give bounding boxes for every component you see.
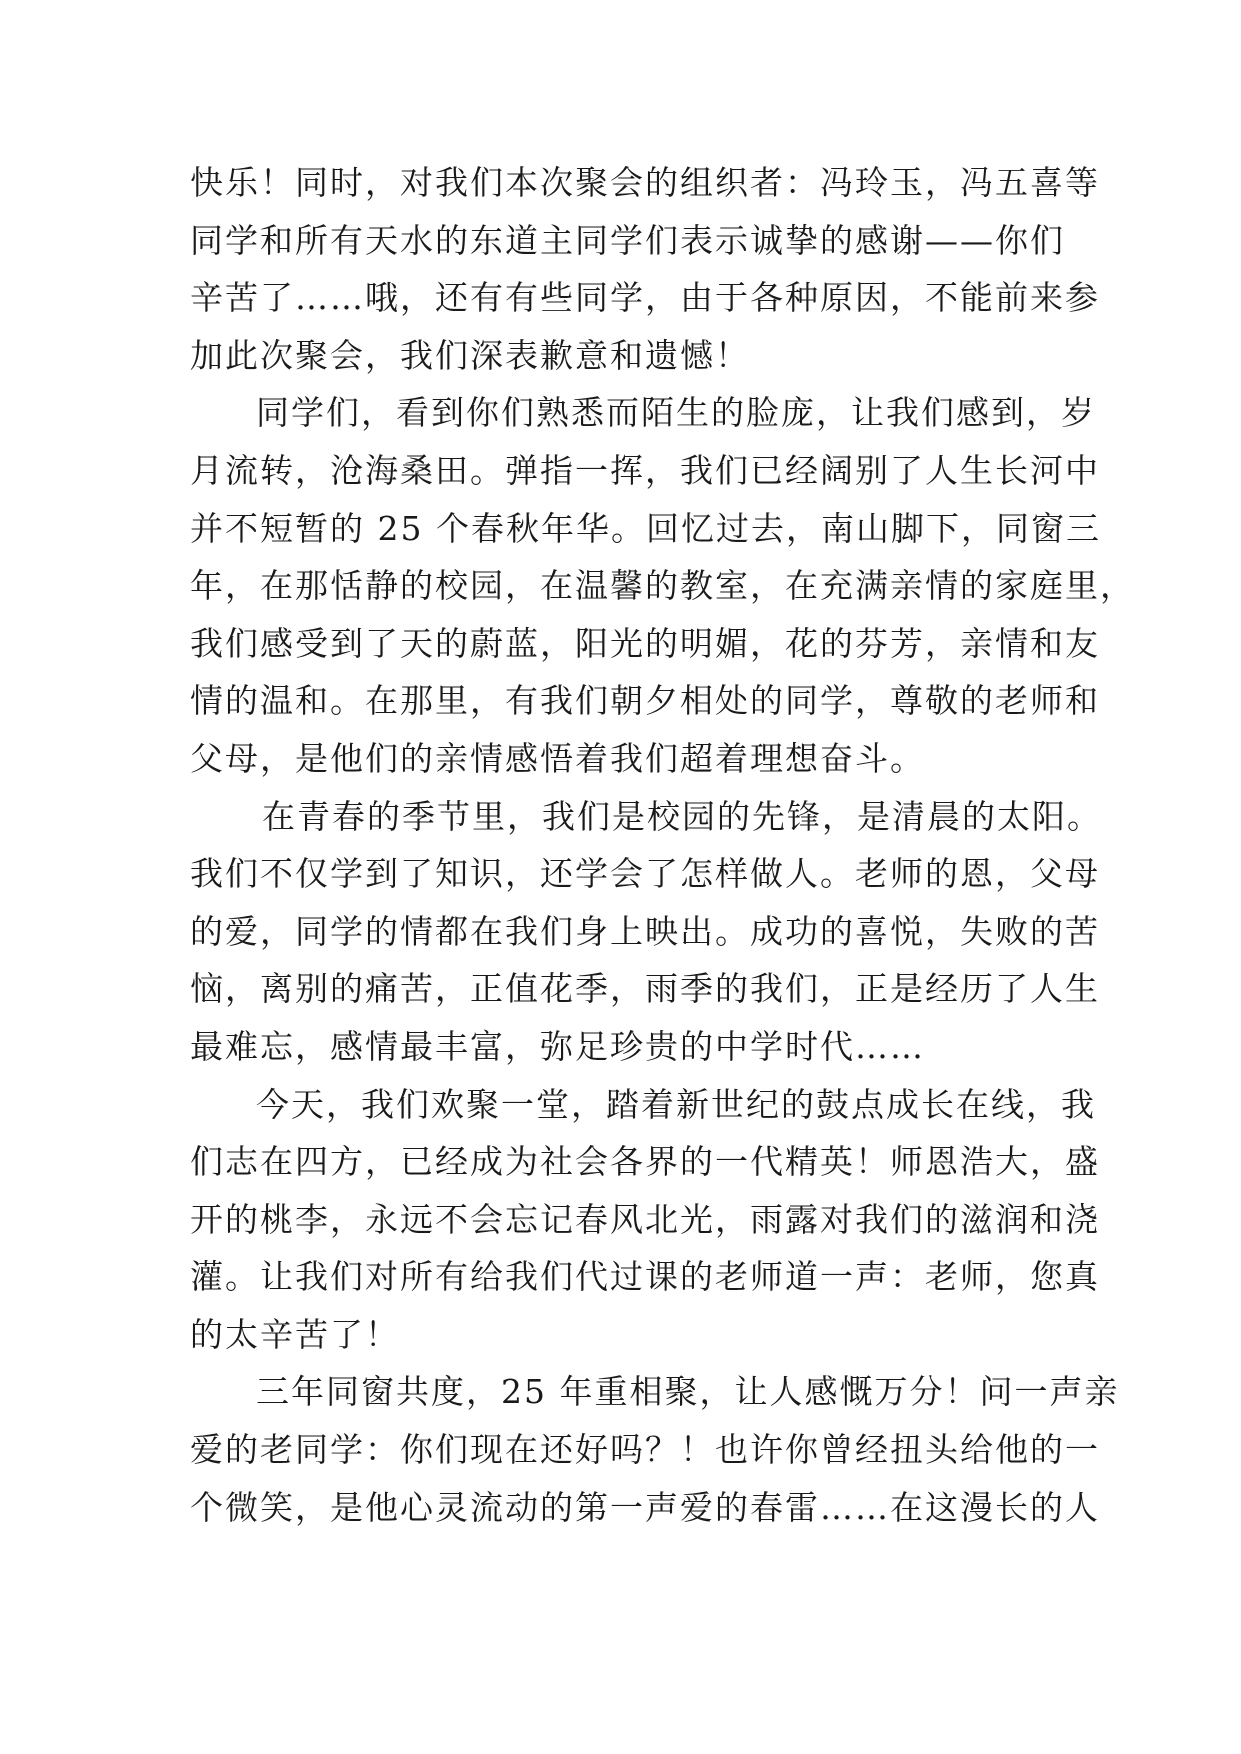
text-line: 爱的老同学：你们现在还好吗？！也许你曾经扭头给他的一 [190, 1430, 1100, 1470]
text-line: 恼，离别的痛苦，正值花季，雨季的我们，正是经历了人生 [190, 969, 1100, 1009]
text-line: 个微笑，是他心灵流动的第一声爱的春雷……在这漫长的人 [190, 1487, 1100, 1527]
text-line: 灌。让我们对所有给我们代过课的老师道一声：老师，您真 [190, 1257, 1100, 1297]
paragraph-first-line: 在青春的季节里，我们是校园的先锋，是清晨的太阳。 [262, 796, 1102, 836]
text-line: 月流转，沧海桑田。弹指一挥，我们已经阔别了人生长河中 [190, 450, 1100, 490]
text-line: 开的桃李，永远不会忘记春风北光，雨露对我们的滋润和浇 [190, 1199, 1100, 1239]
text-line: 年，在那恬静的校园，在温馨的教室，在充满亲情的家庭里， [190, 566, 1135, 606]
text-line: 的爱，同学的情都在我们身上映出。成功的喜悦，失败的苦 [190, 911, 1100, 951]
text-line: 们志在四方，已经成为社会各界的一代精英！师恩浩大，盛 [190, 1142, 1100, 1182]
text-line: 的太辛苦了！ [190, 1314, 400, 1354]
text-line: 我们不仅学到了知识，还学会了怎样做人。老师的恩，父母 [190, 854, 1100, 894]
text-line: 辛苦了……哦，还有有些同学，由于各种原因，不能前来参 [190, 278, 1100, 318]
text-line: 快乐！同时，对我们本次聚会的组织者：冯玲玉，冯五喜等 [190, 163, 1100, 202]
text-line: 同学和所有天水的东道主同学们表示诚挚的感谢——你们 [190, 220, 1065, 260]
text-line: 并不短暂的 25 个春秋年华。回忆过去，南山脚下，同窗三 [190, 508, 1101, 548]
text-line: 加此次聚会，我们深表歉意和遗憾！ [190, 335, 750, 375]
text-line: 我们感受到了天的蔚蓝，阳光的明媚，花的芬芳，亲情和友 [190, 623, 1100, 663]
paragraph-first-line: 今天，我们欢聚一堂，踏着新世纪的鼓点成长在线，我 [256, 1084, 1096, 1124]
paragraph-first-line: 三年同窗共度，25 年重相聚，让人感慨万分！问一声亲 [256, 1372, 1120, 1412]
document-body [190, 154, 1135, 1536]
text-line: 父母，是他们的亲情感悟着我们超着理想奋斗。 [190, 738, 925, 778]
paragraph-first-line: 同学们，看到你们熟悉而陌生的脸庞，让我们感到，岁 [256, 393, 1096, 433]
text-line: 最难忘，感情最丰富，弥足珍贵的中学时代…… [190, 1026, 925, 1066]
text-line: 情的温和。在那里，有我们朝夕相处的同学，尊敬的老师和 [190, 681, 1100, 721]
